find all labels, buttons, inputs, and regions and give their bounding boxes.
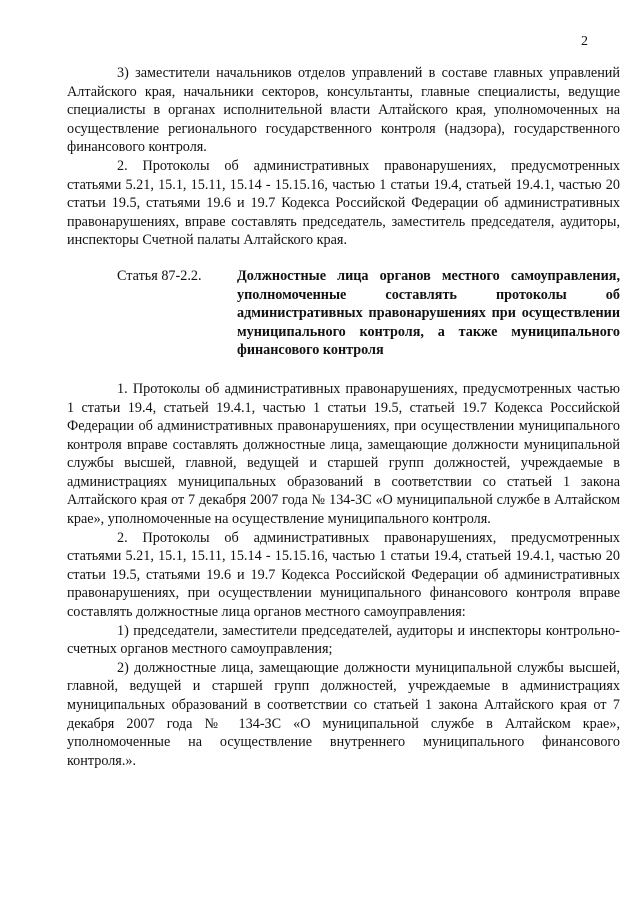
body-paragraph-1: 1. Протоколы об административных правонарушениях, предусмотренных частью 1 статьи 19.4, статьей 19.4.1, частью 1 статьи 19.5, статьей 19.7 Кодекса Российской Федерации об административных правонарушениях, при осуществлении муниципального контроля вправе составлять должностные лица, замещающие должности муниципальной службы высшей, главной, ведущей и старшей групп должностей, учреждаемые в администрациях муниципальных образований в соответствии со статьей 1 закона Алтайского края от 7 декабря 2007 года № 134-ЗС «О муниципальной службе в Алтайском крае», уполномоченные на осуществление муниципального контроля. — [67, 380, 620, 528]
intro-paragraph-1: 3) заместители начальников отделов управлений в составе главных управлений Алтайского края, начальники секторов, консультанты, главные специалисты, ведущие специалисты в органах исполнительной власти Алтайского края, уполномоченных на осуществление регионального государственного контроля (надзора), государственного финансового контроля. — [67, 65, 620, 156]
body-paragraph-2: 2. Протоколы об административных правонарушениях, предусмотренных статьями 5.21, 15.1, 15.11, 15.14 - 15.15.16, частью 1 статьи 19.4, статьей 19.4.1, частью 20 статьи 19.5, статьями 19.6 и 19.7 Кодекса Российской Федерации об административных правонарушениях, при осуществлении муниципального финансового контроля вправе составлять должностные лица органов местного самоуправления: — [67, 529, 620, 621]
body-paragraph-3: 1) председатели, заместители председателей, аудиторы и инспекторы контрольно-счетных органов местного самоуправления; — [67, 622, 620, 658]
body-paragraph-4: 2) должностные лица, замещающие должности муниципальной службы высшей, главной, ведущей и старшей групп должностей, учреждаемые в администрациях муниципальных образований в соответствии со статьей 1 закона Алтайского края от 7 декабря 2007 года № 134-ЗС «О муниципальной службе в Алтайском крае», уполномоченные на осуществление внутреннего муниципального финансового контроля.». — [67, 659, 620, 769]
article-number: Статья 87-2.2. — [117, 267, 202, 284]
page-number: 2 — [581, 34, 588, 49]
intro-paragraph-2: 2. Протоколы об административных правонарушениях, предусмотренных статьями 5.21, 15.1, 15.11, 15.14 - 15.15.16, частью 1 статьи 19.4, статьей 19.4.1, частью 20 статьи 19.5, статьями 19.6 и 19.7 Кодекса Российской Федерации об административных правонарушениях, вправе составлять председатель, заместитель председателя, аудиторы, инспекторы Счетной палаты Алтайского края. — [67, 157, 620, 249]
article-title: Должностные лица органов местного самоуправления, уполномоченные составлять протоколы об административных правонарушениях при осуществлении муниципального контроля, а также муниципального финансового контроля — [237, 267, 620, 359]
article-heading — [67, 267, 620, 360]
document-body — [67, 64, 620, 770]
